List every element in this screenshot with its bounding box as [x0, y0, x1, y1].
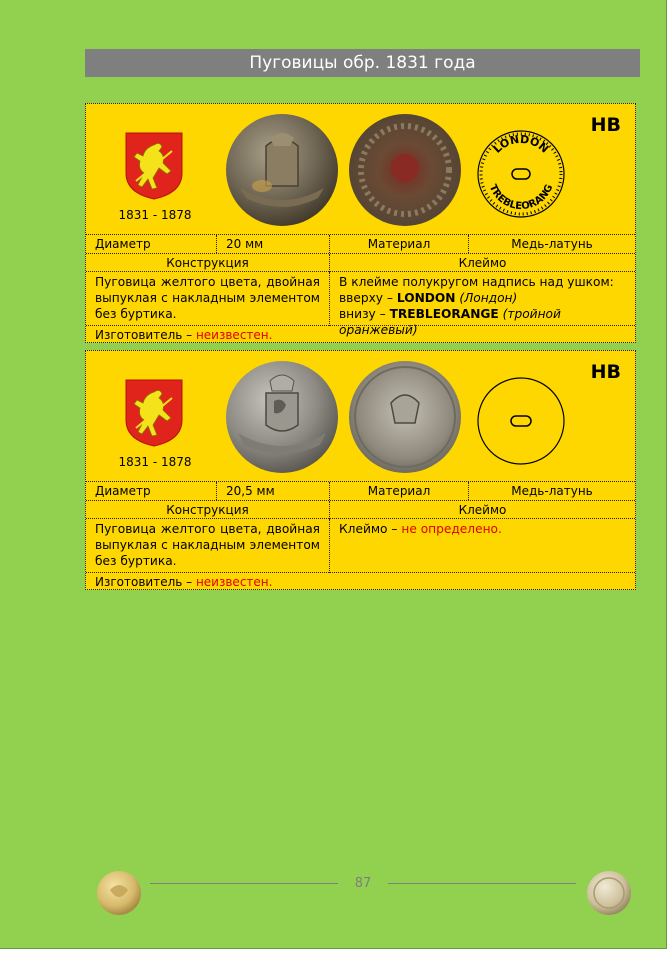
footer-rule-left [150, 883, 338, 884]
diameter-label: Диаметр [95, 237, 151, 251]
image-row [86, 104, 635, 234]
maker-text [86, 573, 635, 590]
material-label: Материал [329, 482, 468, 500]
page-number: 87 [354, 876, 372, 891]
mark-label: Клеймо [329, 501, 635, 519]
button-card-2 [85, 350, 636, 590]
diameter-label: Диаметр [95, 484, 151, 498]
button-back-photo [345, 359, 465, 475]
mark-bottom-prefix: внизу – [339, 307, 390, 321]
diameter-value: 20 мм [216, 235, 329, 253]
specs-row [86, 481, 635, 500]
coat-of-arms-icon [124, 131, 184, 201]
mark-top-line [339, 290, 626, 306]
construction-label: Конструкция [166, 503, 249, 517]
maker-row [86, 572, 635, 590]
maker-value: неизвестен. [195, 328, 273, 342]
footer-rule-right [388, 883, 576, 884]
construction-label: Конструкция [166, 256, 249, 270]
badge: НВ [590, 361, 621, 383]
button-front-photo [222, 112, 342, 228]
maker-value: неизвестен. [195, 575, 273, 589]
mark-top-prefix: вверху – [339, 291, 397, 305]
years-label: 1831 - 1878 [118, 455, 192, 469]
mark-value: не определено. [401, 522, 502, 536]
image-row [86, 351, 635, 481]
button-card-1 [85, 103, 636, 343]
mark-intro: В клейме полукругом надпись над ушком: [339, 275, 614, 289]
construction-text: Пуговица желтого цвета, двойная выпуклая с накладным элементом без буртика. [95, 275, 320, 321]
headers-row [86, 500, 635, 519]
button-front-photo [222, 359, 342, 475]
material-value: Медь-латунь [468, 482, 635, 500]
maker-row [86, 325, 635, 343]
page-title: Пуговицы обр. 1831 года [85, 49, 640, 77]
mark-top-word: LONDON [396, 291, 456, 305]
footer-coin-left [96, 870, 142, 916]
maker-mark-icon [476, 376, 566, 466]
button-back-photo [345, 112, 465, 228]
material-label: Материал [329, 235, 468, 253]
mark-bottom-note: (тройной оранжевый) [339, 307, 561, 337]
maker-mark-icon [476, 129, 566, 219]
footer-coin-right [586, 870, 632, 916]
maker-label: Изготовитель – [95, 328, 196, 342]
years-label: 1831 - 1878 [118, 208, 192, 222]
mark-top-note: (Лондон) [459, 291, 518, 305]
headers-row [86, 253, 635, 272]
coat-of-arms-icon [124, 378, 184, 448]
stamp-top-text: LONDON [490, 132, 552, 156]
stamp-bottom-text: TREBLEORANG [486, 182, 556, 213]
diameter-value: 20,5 мм [216, 482, 329, 500]
maker-label: Изготовитель – [95, 575, 196, 589]
description-row [86, 518, 635, 573]
specs-row [86, 234, 635, 253]
badge: НВ [590, 114, 621, 136]
material-value: Медь-латунь [468, 235, 635, 253]
mark-bottom-word: TREBLEORANGE [389, 307, 499, 321]
construction-text: Пуговица желтого цвета, двойная выпуклая с накладным элементом без буртика. [95, 522, 320, 568]
mark-text [329, 519, 635, 573]
maker-text [86, 326, 635, 343]
mark-prefix: Клеймо – [339, 522, 402, 536]
mark-label: Клеймо [329, 254, 635, 272]
mark-text [329, 272, 635, 337]
